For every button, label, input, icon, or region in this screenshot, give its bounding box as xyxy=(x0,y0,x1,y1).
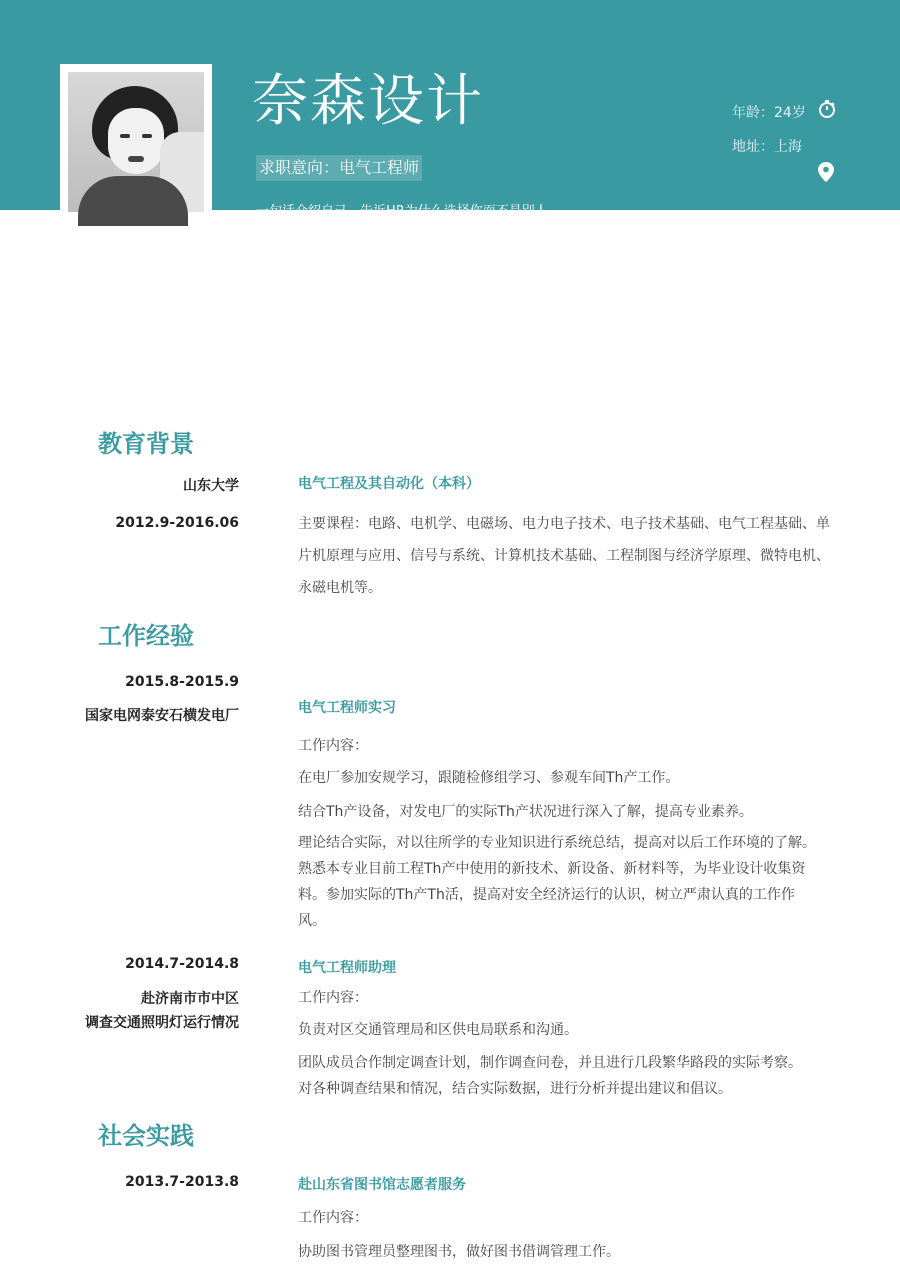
job-1-company: 国家电网泰安石横发电厂 xyxy=(85,708,239,724)
job-2-item-2: 团队成员合作制定调查计划，制作调查问卷，并且进行几段繁华路段的实际考察。 xyxy=(298,1055,802,1071)
job-2-position: 电气工程师助理 xyxy=(298,960,396,976)
job-2-company-line2: 调查交通照明灯运行情况 xyxy=(85,1015,239,1031)
job-2-item-1: 负责对区交通管理局和区供电局联系和沟通。 xyxy=(298,1022,578,1038)
job-1-item-1: 在电厂参加安规学习，跟随检修组学习、参观车间Th产工作。 xyxy=(298,770,680,786)
self-intro: 一句话介绍自己，告诉HR为什么选择你而不是别人 xyxy=(256,204,548,219)
school-name: 山东大学 xyxy=(183,478,239,494)
social-period: 2013.7-2013.8 xyxy=(125,1174,239,1190)
job-1-period: 2015.8-2015.9 xyxy=(125,674,239,690)
social-item-1: 协助图书管理员整理图书，做好图书借调管理工作。 xyxy=(298,1244,620,1260)
job-1-item-2: 结合Th产设备，对发电厂的实际Th产状况进行深入了解，提高专业素养。 xyxy=(298,804,753,820)
job-2-item-3: 对各种调查结果和情况，结合实际数据，进行分析并提出建议和倡议。 xyxy=(298,1081,732,1097)
address-info: 地址：上海 xyxy=(732,139,802,155)
profile-photo-frame xyxy=(60,64,212,224)
job-1-position: 电气工程师实习 xyxy=(298,700,396,716)
education-period: 2012.9-2016.06 xyxy=(115,515,239,531)
section-title-social: 社会实践 xyxy=(98,1122,194,1150)
job-2-company-line1: 赴济南市市中区 xyxy=(141,991,239,1007)
location-pin-icon xyxy=(818,162,834,182)
major-title: 电气工程及其自动化（本科） xyxy=(298,476,480,492)
job-intent: 求职意向：电气工程师 xyxy=(256,155,422,181)
job-1-item-3: 理论结合实际，对以往所学的专业知识进行系统总结，提高对以后工作环境的了解。熟悉本专业目前工程Th产中使用的新技术、新设备、新材料等，为毕业设计收集资料。参加实际的Th产Th活，提高对安全经济运行的认识，树立严肃认真的工作作风。 xyxy=(298,835,816,929)
job-2-period: 2014.7-2014.8 xyxy=(125,956,239,972)
candidate-name: 奈森设计 xyxy=(252,69,484,134)
courses-text: 主要课程：电路、电机学、电磁场、电力电子技术、电子技术基础、电气工程基础、单片机原理与应用、信号与系统、计算机技术基础、工程制图与经济学原理、微特电机、永磁电机等。 xyxy=(298,516,830,596)
section-title-education: 教育背景 xyxy=(98,430,194,458)
timer-icon xyxy=(817,99,837,119)
header-banner xyxy=(0,0,900,219)
social-activity: 赴山东省图书馆志愿者服务 xyxy=(298,1177,466,1193)
job-1-content-label: 工作内容： xyxy=(298,738,368,754)
social-content-label: 工作内容： xyxy=(298,1210,368,1226)
profile-photo xyxy=(68,72,204,212)
section-title-work: 工作经验 xyxy=(98,622,194,650)
job-2-content-label: 工作内容： xyxy=(298,990,368,1006)
age-info: 年龄：24岁 xyxy=(732,105,806,121)
